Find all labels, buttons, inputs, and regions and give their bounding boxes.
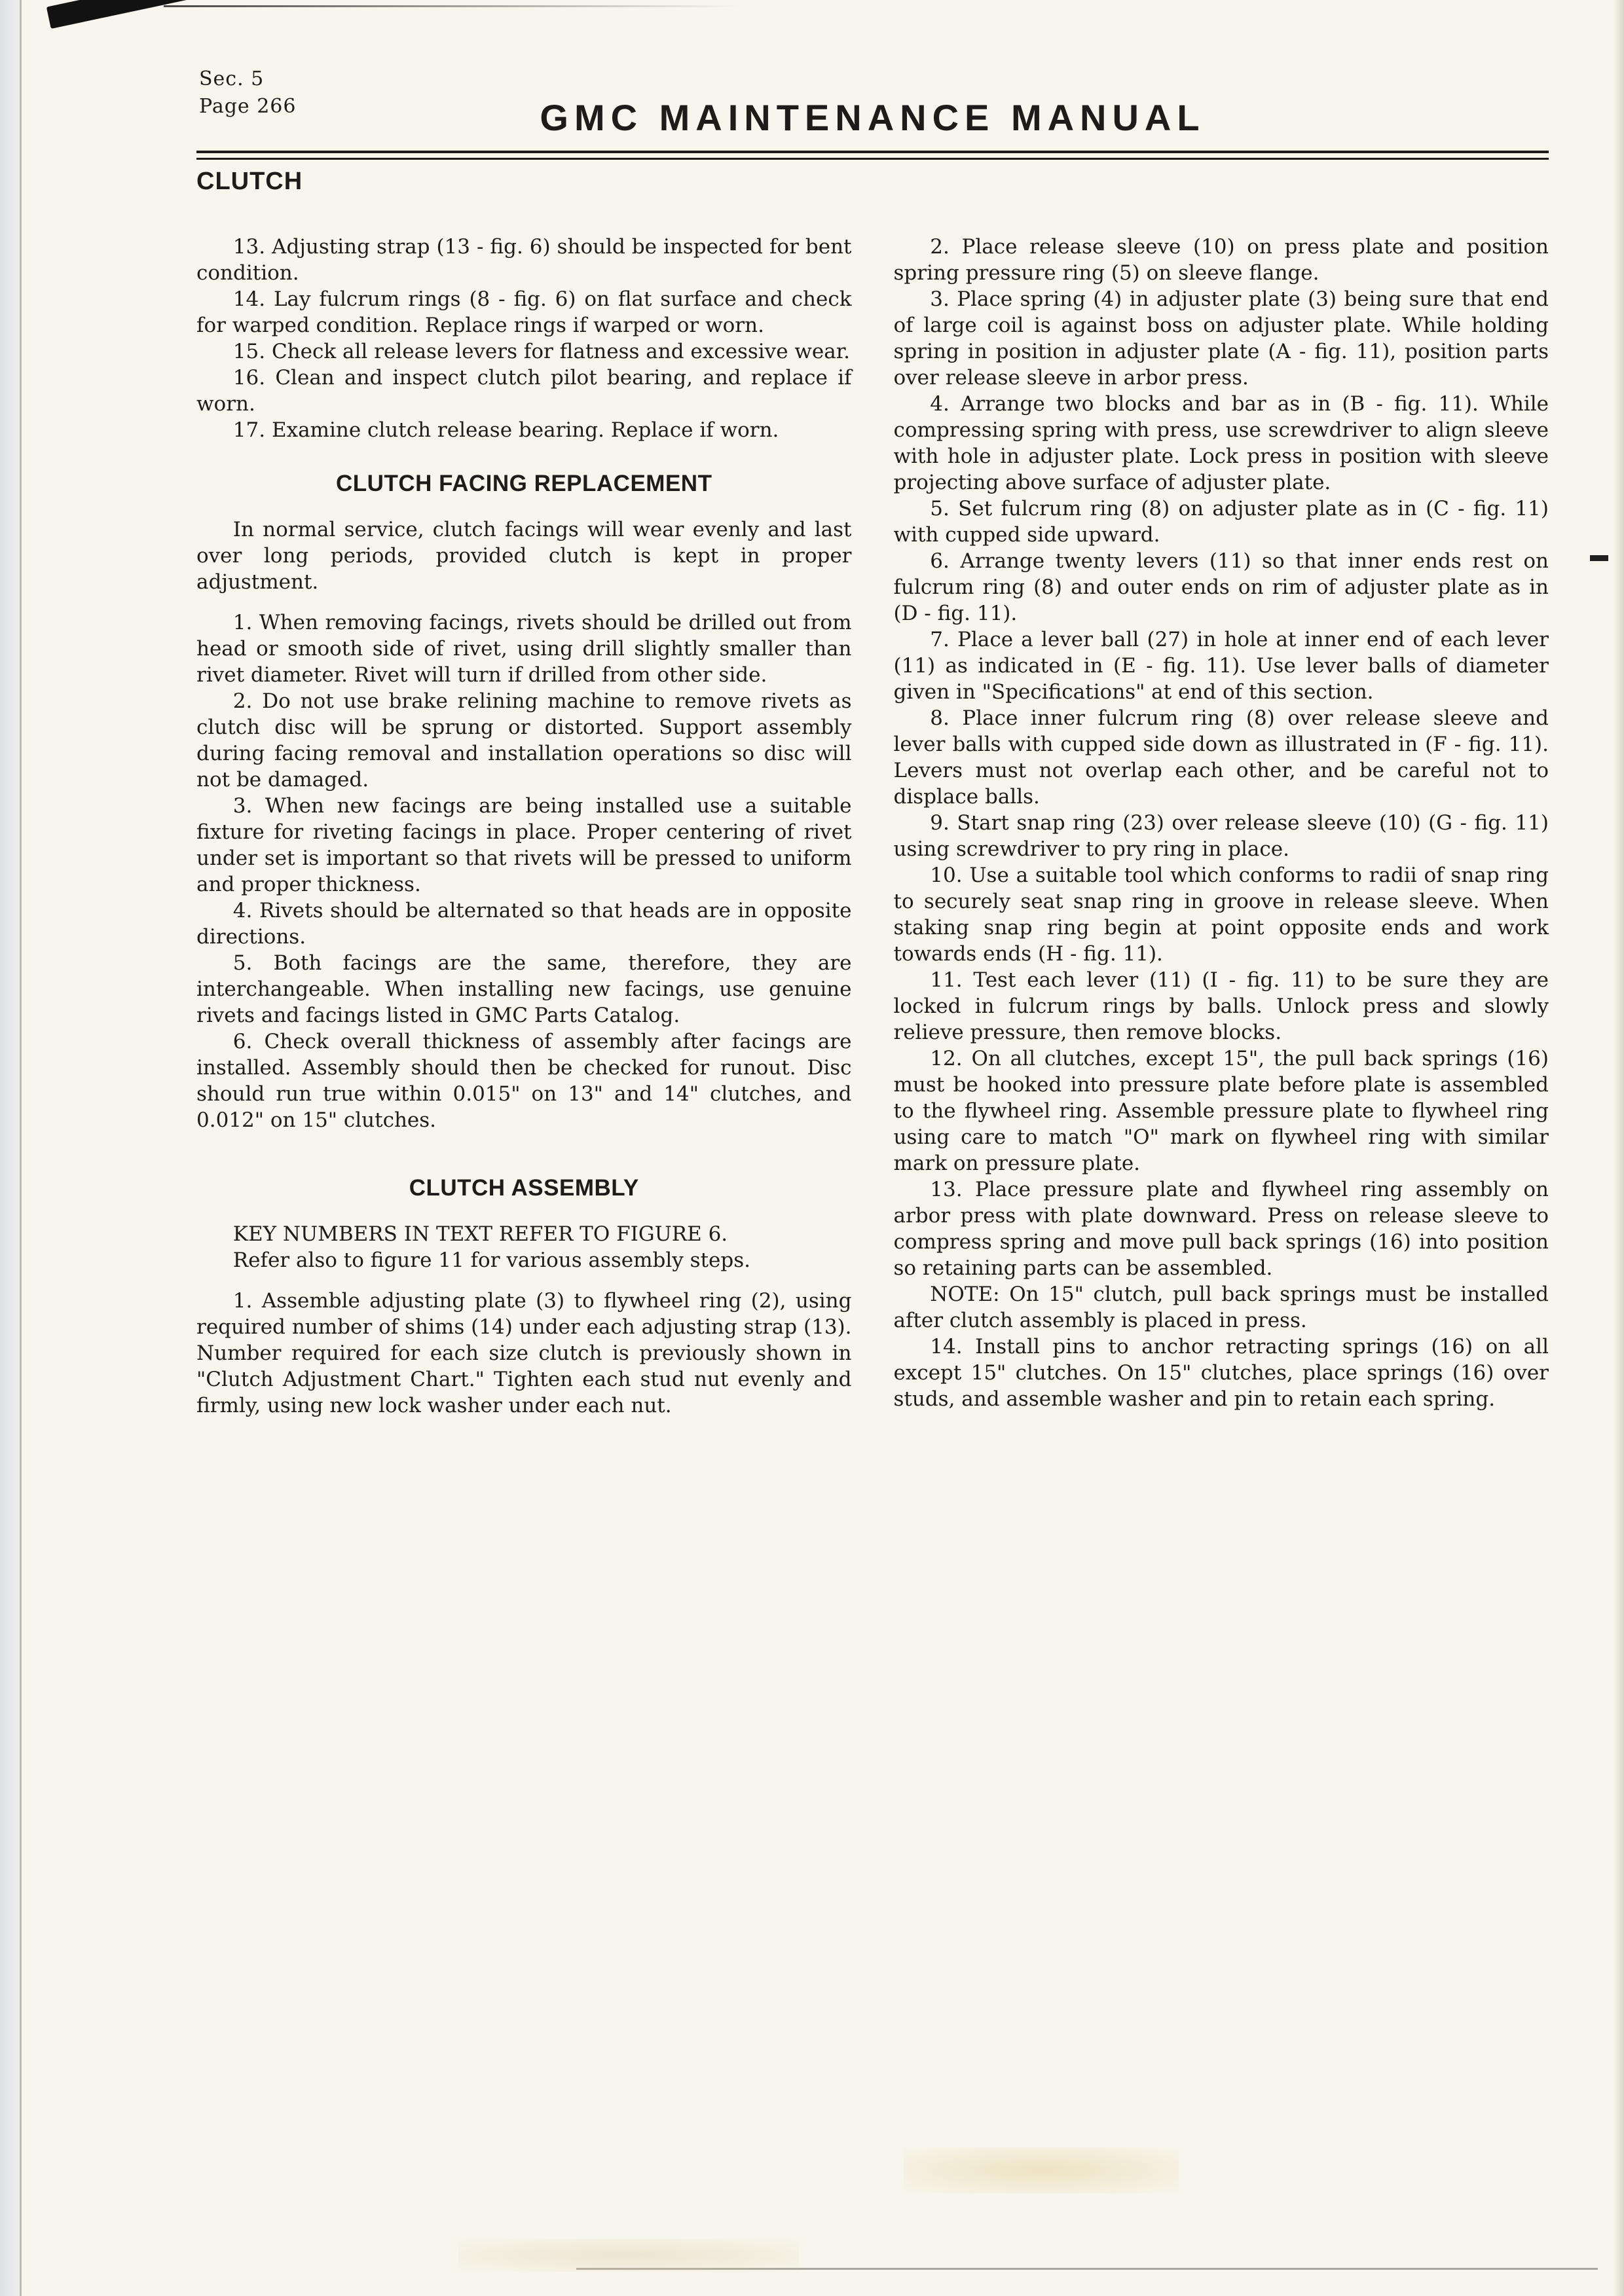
header-double-rule — [196, 151, 1549, 160]
paragraph: 2. Do not use brake relining machine to remove rivets as clutch disc will be sprung or distorted. Support assembly during facing removal and installation operations so disc will not be damaged. — [196, 689, 852, 792]
paragraph: 6. Check overall thickness of assembly after facings are installed. Assembly should then be checked for runout. Disc should run true within 0.015" on 13" and 14" clutches, and 0.012" on 15" clutches. — [196, 1030, 852, 1132]
scan-corner-mark — [46, 0, 189, 29]
paper-right-edge-shadow — [1614, 0, 1624, 2296]
page-header — [196, 65, 1549, 151]
paragraph: 12. On all clutches, except 15", the pull back springs (16) must be hooked into pressure plate before plate is assembled to the flywheel ring. Assemble pressure plate to flywheel ring using care to match "O" mark on flywheel ring with similar mark on pressure plate. — [893, 1047, 1549, 1175]
paragraph: 14. Lay fulcrum rings (8 - fig. 6) on flat surface and check for warped condition. Replace rings if warped or worn. — [196, 287, 852, 337]
paragraph: 8. Place inner fulcrum ring (8) over release sleeve and lever balls with cupped side down as illustrated in (F - fig. 11). Levers must not overlap each other, and be careful not to displace balls. — [893, 706, 1549, 809]
paper-smudge — [904, 2147, 1179, 2193]
paragraph: In normal service, clutch facings will wear evenly and last over long periods, provided clutch is kept in proper adjustment. — [196, 518, 852, 594]
paragraph: 5. Set fulcrum ring (8) on adjuster plate as in (C - fig. 11) with cupped side upward. — [893, 497, 1549, 547]
paragraph: 3. Place spring (4) in adjuster plate (3) being sure that end of large coil is against boss on adjuster plate. While holding spring in position in adjuster plate (A - fig. 11), position parts over release sleeve in arbor press. — [893, 287, 1549, 390]
scan-right-margin-mark — [1590, 555, 1608, 561]
paper-smudge — [458, 2239, 799, 2272]
paragraph: 5. Both facings are the same, therefore, they are interchangeable. When installing new facings, use genuine rivets and facings listed in GMC Parts Catalog. — [196, 951, 852, 1027]
paragraph: 1. When removing facings, rivets should be drilled out from head or smooth side of rivet, using drill slightly smaller than rivet diameter. Rivet will turn if drilled from other side. — [196, 611, 852, 687]
paragraph: 17. Examine clutch release bearing. Replace if worn. — [232, 418, 779, 442]
paragraph: 2. Place release sleeve (10) on press plate and position spring pressure ring (5) on sleeve flange. — [893, 235, 1549, 285]
manual-title: GMC MAINTENANCE MANUAL — [540, 97, 1206, 138]
page-number-label: Page 266 — [199, 95, 297, 118]
paragraph: 13. Adjusting strap (13 - fig. 6) should be inspected for bent condition. — [196, 235, 852, 285]
paper-left-edge-shadow — [20, 0, 22, 2296]
paragraph: 15. Check all release levers for flatness and excessive wear. — [232, 340, 851, 363]
paragraph: 3. When new facings are being installed use a suitable fixture for riveting facings in place. Proper centering of rivet under set is important so that rivets will be pressed to uniform and proper thickness. — [196, 794, 852, 896]
scan-top-edge-line — [164, 5, 740, 7]
right-column — [894, 234, 1549, 1419]
paragraph: Refer also to figure 11 for various assembly steps. — [232, 1248, 750, 1272]
two-column-body — [196, 234, 1549, 1419]
paragraph: 7. Place a lever ball (27) in hole at inner end of each lever (11) as indicated in (E - fig. 11). Use lever balls of diameter given in "Specifications" at end of this section. — [893, 628, 1549, 704]
paragraph: 11. Test each lever (11) (I - fig. 11) to be sure they are locked in fulcrum rings by balls. Unlock press and slowly relieve pressure, then remove blocks. — [893, 968, 1549, 1044]
paragraph: 4. Arrange two blocks and bar as in (B - fig. 11). While compressing spring with press, use screwdriver to align sleeve with hole in adjuster plate. Lock press in position with sleeve projecting above surface of adjuster plate. — [893, 392, 1549, 494]
paragraph: KEY NUMBERS IN TEXT REFER TO FIGURE 6. — [232, 1222, 728, 1246]
paragraph: 16. Clean and inspect clutch pilot bearing, and replace if worn. — [196, 366, 852, 416]
section-heading: CLUTCH FACING REPLACEMENT — [336, 471, 712, 496]
paragraph: 9. Start snap ring (23) over release sleeve (10) (G - fig. 11) using screwdriver to pry ring in place. — [893, 811, 1549, 861]
paragraph: 13. Place pressure plate and flywheel ring assembly on arbor press with plate downward. Press on release sleeve to compress spring and move pull back springs (16) into position so retaining parts can be assembled. — [893, 1178, 1549, 1280]
paragraph: NOTE: On 15" clutch, pull back springs must be installed after clutch assembly is placed in press. — [893, 1283, 1549, 1332]
page-content — [196, 65, 1549, 1419]
paragraph: 6. Arrange twenty levers (11) so that inner ends rest on fulcrum ring (8) and outer ends on rim of adjuster plate as in (D - fig. 11). — [893, 549, 1549, 625]
section-label: Sec. 5 — [199, 67, 265, 90]
paragraph: 4. Rivets should be alternated so that heads are in opposite directions. — [196, 899, 852, 949]
paragraph: 10. Use a suitable tool which conforms to radii of snap ring to securely seat snap ring in groove in release sleeve. When staking snap ring begin at point opposite ends and work towards ends (H - fig. 11). — [893, 864, 1549, 966]
paragraph: 14. Install pins to anchor retracting springs (16) on all except 15" clutches. On 15" clutches, place springs (16) over studs, and assemble washer and pin to retain each spring. — [893, 1335, 1549, 1411]
left-column — [196, 234, 852, 1419]
section-heading: CLUTCH ASSEMBLY — [409, 1175, 639, 1201]
paragraph: 1. Assemble adjusting plate (3) to flywheel ring (2), using required number of shims (14) under each adjusting strap (13). Number required for each size clutch is previously shown in "Clutch Adjustment Chart." Tighten each stud nut evenly and firmly, using new lock washer under each nut. — [196, 1289, 852, 1417]
scanner-edge-strip — [0, 0, 20, 2296]
chapter-title: CLUTCH — [196, 168, 303, 195]
